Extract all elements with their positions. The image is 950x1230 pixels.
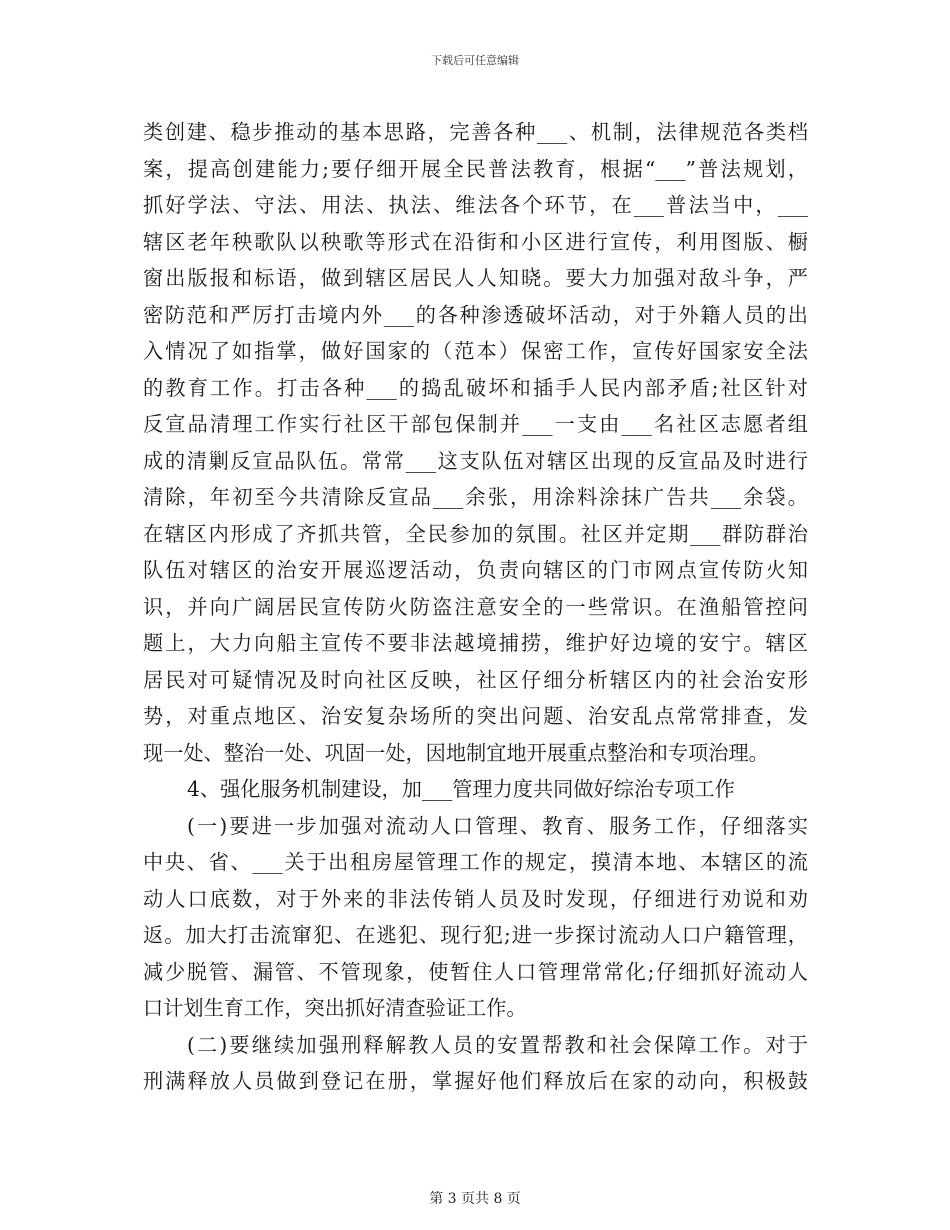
text-line: 居民对可疑情况及时向社区反映，社区仔细分析辖区内的社会治安形 — [143, 667, 808, 692]
text-line: 中央、省、___关于出租房屋管理工作的规定，摸清本地、本辖区的流 — [143, 850, 808, 874]
text-line: 密防范和严厉打击境内外___的各种渗透破坏活动，对于外籍人员的出 — [143, 302, 808, 327]
paragraph-start: (二)要继续加强刑释解教人员的安置帮教和社会保障工作。对于 — [187, 1032, 808, 1057]
text-line: 现一处、整治一处、巩固一处，因地制宜地开展重点整治和专项治理。 — [143, 740, 769, 765]
text-line: 反宣品清理工作实行社区干部包保制并___一支由___名社区志愿者组 — [143, 412, 808, 436]
text-line: 势，对重点地区、治安复杂场所的突出问题、治安乱点常常排查，发 — [143, 704, 808, 728]
page-number-footer: 第 3 页共 8 页 — [429, 1191, 521, 1207]
text-line: 清除，年初至今共清除反宣品___余张，用涂料涂抹广告共___余袋。 — [143, 485, 808, 509]
text-line: 减少脱管、漏管、不管现象，使暂住人口管理常常化;仔细抓好流动人 — [143, 959, 808, 984]
page-header: 下载后可任意编辑 — [431, 54, 519, 67]
text-line: 抓好学法、守法、用法、执法、维法各个环节，在___普法当中，___ — [143, 193, 808, 217]
text-line: 辖区老年秧歌队以秧歌等形式在沿街和小区进行宣传，利用图版、橱 — [143, 229, 808, 254]
text-line: 入情况了如指掌，做好国家的（范本）保密工作，宣传好国家安全法 — [143, 339, 808, 363]
text-line: 动人口底数，对于外来的非法传销人员及时发现，仔细进行劝说和劝 — [143, 886, 808, 911]
text-line: 返。加大打击流窜犯、在逃犯、现行犯;进一步探讨流动人口户籍管理， — [143, 923, 808, 947]
text-line: 题上，大力向船主宣传不要非法越境捕捞，维护好边境的安宁。辖区 — [143, 631, 808, 655]
text-line: 案，提高创建能力;要仔细开展全民普法教育，根据“___”普法规划， — [143, 156, 808, 181]
text-line: 在辖区内形成了齐抓共管，全民参加的氛围。社区并定期___群防群治 — [143, 521, 808, 546]
text-line: 识，并向广阔居民宣传防火防盗注意安全的一些常识。在渔船管控问 — [143, 594, 808, 619]
text-line: 成的清剿反宣品队伍。常常___这支队伍对辖区出现的反宣品及时进行 — [143, 448, 808, 473]
section-heading: 4、强化服务机制建设，加___管理力度共同做好综治专项工作 — [187, 777, 735, 801]
text-line: 口计划生育工作，突出抓好清查验证工作。 — [143, 996, 527, 1020]
text-line: 窗出版报和标语，做到辖区居民人人知晓。要大力加强对敌斗争，严 — [143, 266, 808, 290]
text-line: 类创建、稳步推动的基本思路，完善各种___、机制，法律规范各类档 — [143, 120, 808, 144]
document-body — [143, 114, 808, 1100]
paragraph-start: (一)要进一步加强对流动人口管理、教育、服务工作，仔细落实 — [187, 813, 808, 838]
text-line: 的教育工作。打击各种___的捣乱破坏和插手人民内部矛盾;社区针对 — [143, 375, 808, 400]
text-line: 刑满释放人员做到登记在册，掌握好他们释放后在家的动向，积极鼓 — [143, 1069, 808, 1093]
text-line: 队伍对辖区的治安开展巡逻活动，负责向辖区的门市网点宣传防火知 — [143, 558, 808, 582]
